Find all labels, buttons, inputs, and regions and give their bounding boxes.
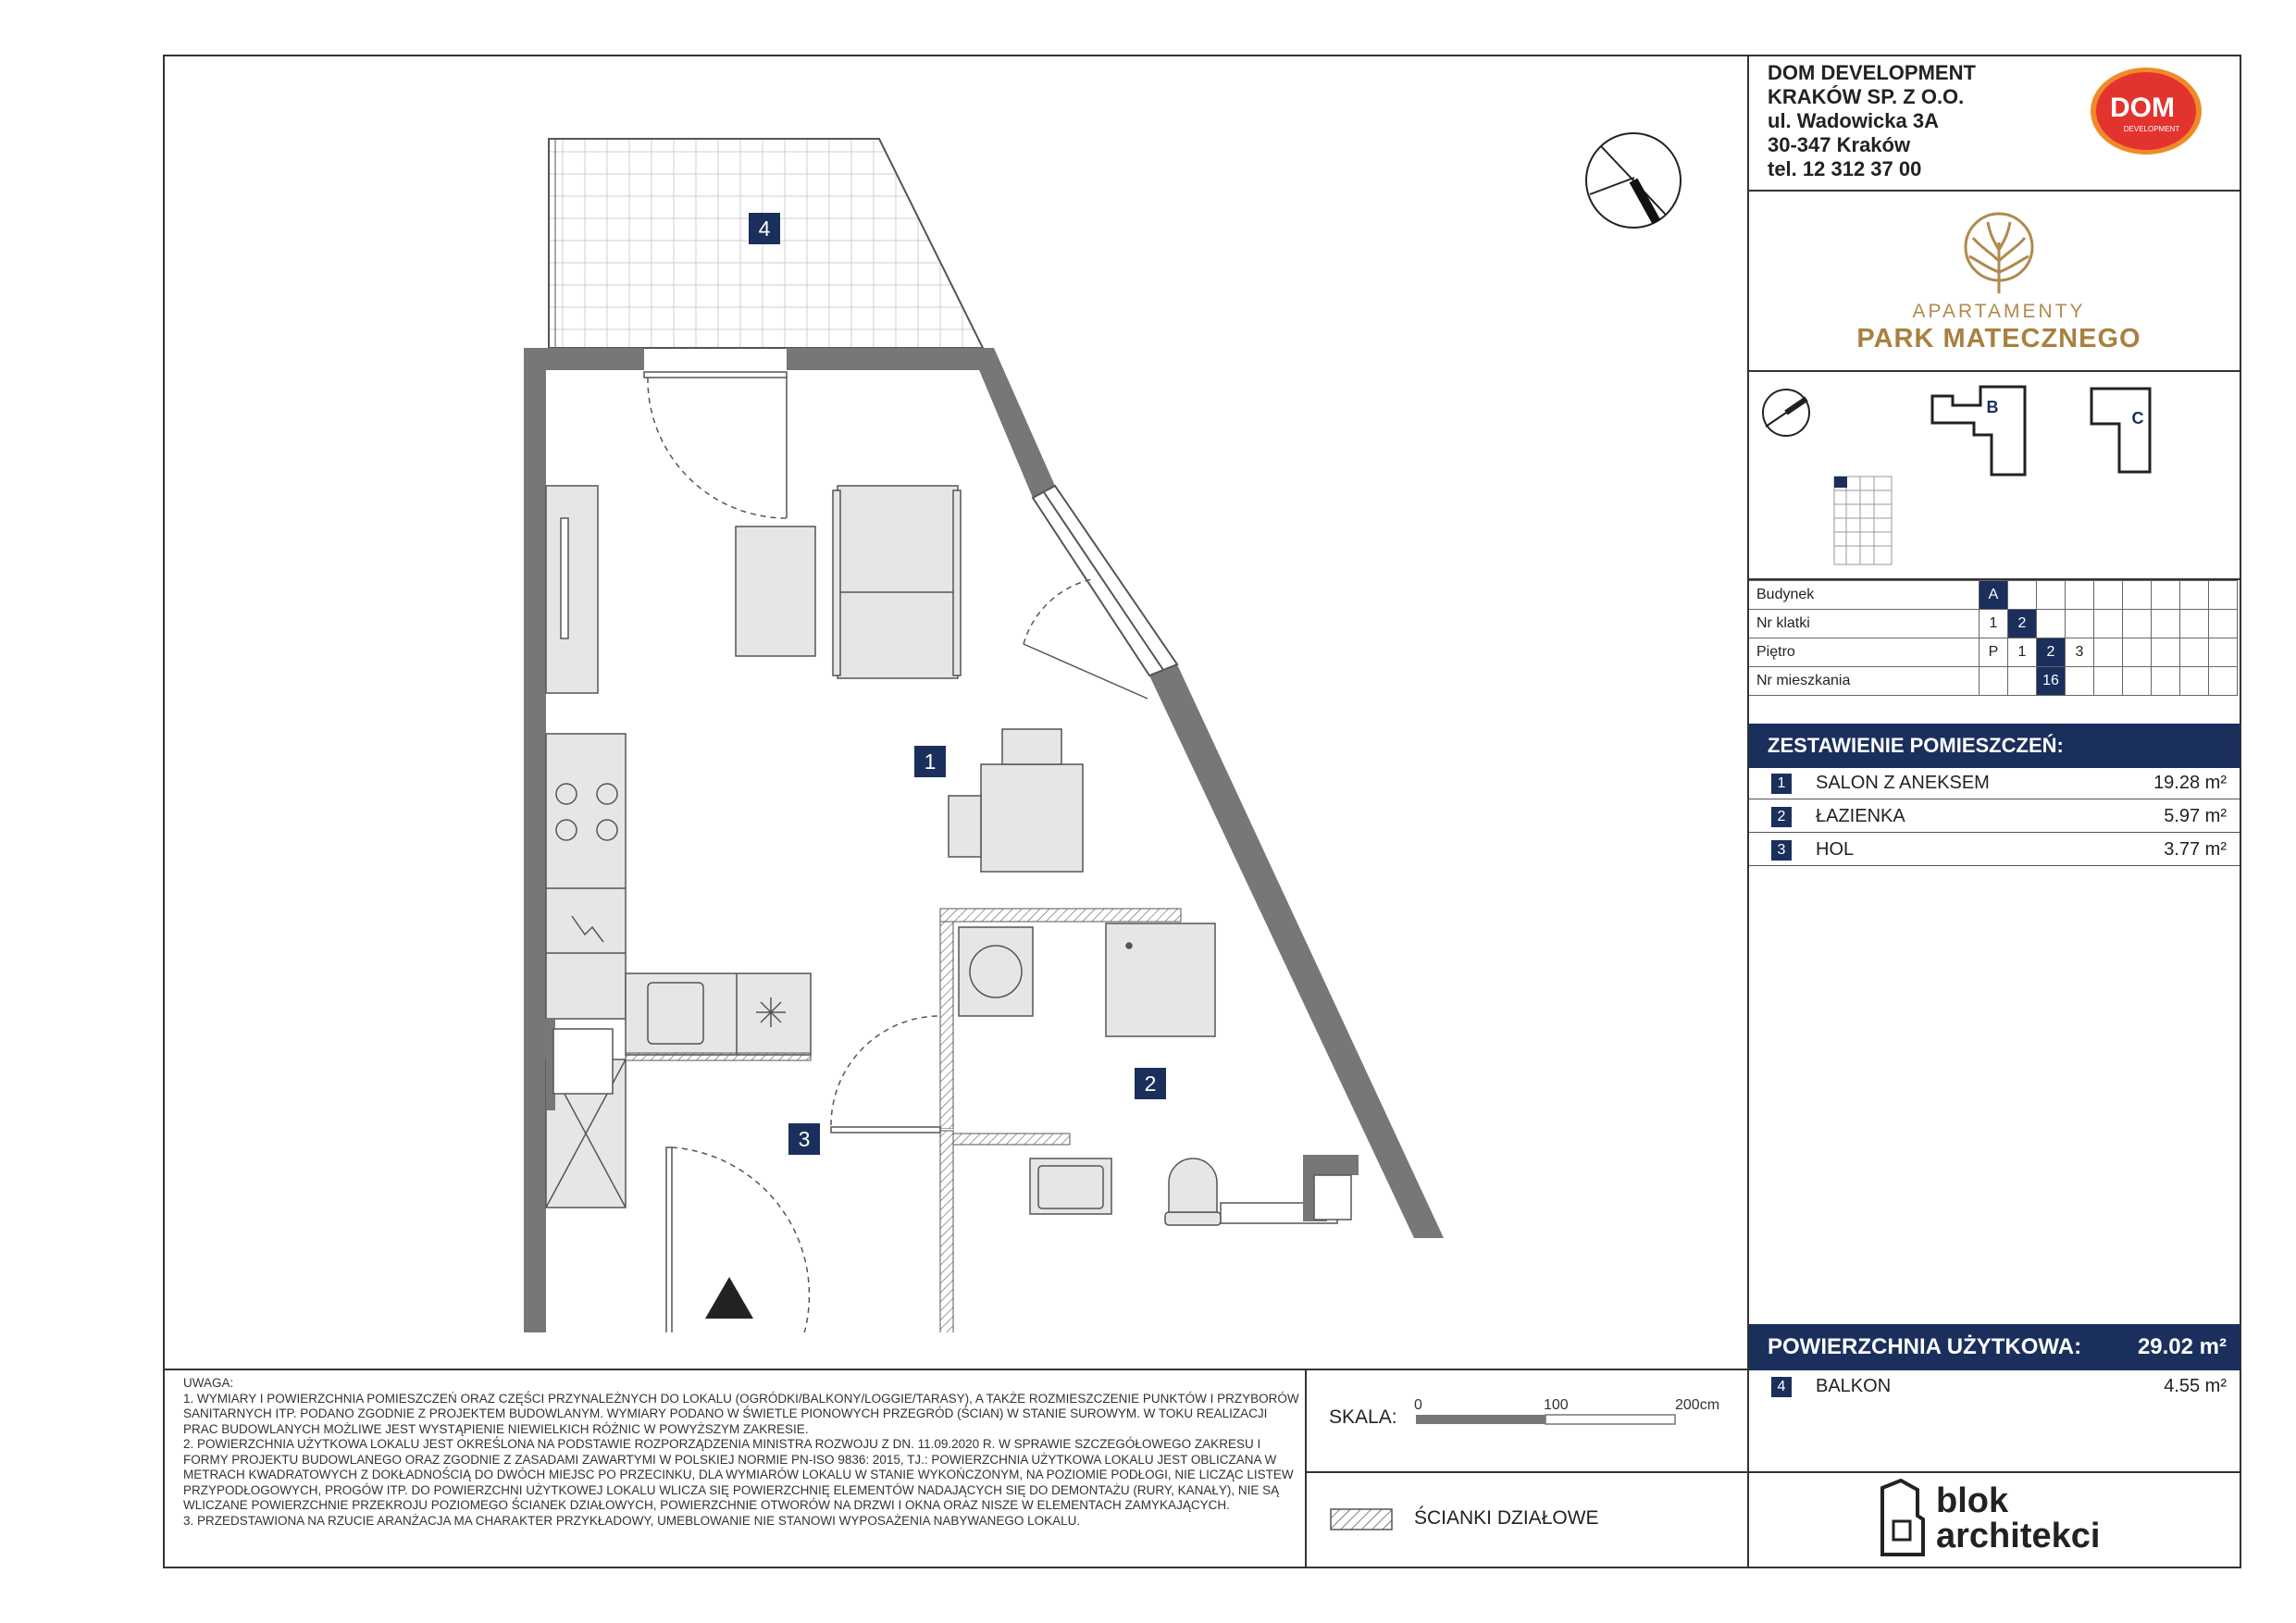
entrance-arrow-icon bbox=[705, 1277, 753, 1319]
scale-tick-100: 100 bbox=[1544, 1397, 1569, 1413]
cell-budynek-a: A bbox=[1980, 581, 2008, 610]
room-name: ŁAZIENKA bbox=[1816, 806, 1905, 826]
logo-subtext: DEVELOPMENT bbox=[2123, 125, 2180, 133]
divider-company bbox=[1747, 190, 2241, 192]
cell-pietro-2: 2 bbox=[2037, 638, 2066, 667]
balcony-name: BALKON bbox=[1816, 1376, 1892, 1396]
room-area: 3.77 m² bbox=[2164, 839, 2227, 860]
room-area: 19.28 m² bbox=[2153, 773, 2227, 793]
room-row bbox=[1749, 833, 2240, 866]
balcony-row bbox=[1749, 1369, 2240, 1403]
usable-area-label: POWIERZCHNIA UŻYTKOWA: bbox=[1768, 1334, 2082, 1359]
floor-thumbnail bbox=[1834, 477, 1892, 564]
cell-klatka-2: 2 bbox=[2008, 610, 2037, 638]
balcony-number: 4 bbox=[1771, 1377, 1792, 1397]
company-phone: tel. 12 312 37 00 bbox=[1768, 157, 1922, 180]
label-mieszkanie: Nr mieszkania bbox=[1749, 667, 1980, 696]
row-budynek bbox=[1749, 581, 2238, 610]
blok-architekci-logo-icon bbox=[1877, 1479, 1929, 1558]
plan-label-room-1: 1 bbox=[914, 746, 946, 777]
cell-pietro-1: 1 bbox=[2008, 638, 2037, 667]
north-compass-icon bbox=[1582, 130, 1684, 231]
cell-pietro-p: P bbox=[1980, 638, 2008, 667]
divider-scale-legend bbox=[1305, 1471, 2241, 1473]
kitchen-units bbox=[546, 734, 811, 1208]
room-area: 5.97 m² bbox=[2164, 806, 2227, 826]
architect-line2: architekci bbox=[1936, 1517, 2101, 1555]
scale-bar bbox=[1411, 1393, 1726, 1439]
architect-line1: blok bbox=[1936, 1481, 2009, 1520]
cell-klatka-1: 1 bbox=[1980, 610, 2008, 638]
label-budynek: Budynek bbox=[1749, 581, 1980, 610]
room-row bbox=[1749, 766, 2240, 799]
room-number: 3 bbox=[1771, 840, 1792, 861]
note-3: 3. PRZEDSTAWIONA NA RZUCIE ARANŻACJA MA CHARAKTER PRZYKŁADOWY, UMEBLOWANIE NIE STANOWI WYPOSAŻENIA NABYWANEGO LOKALU. bbox=[183, 1513, 1081, 1528]
company-city: 30-347 Kraków bbox=[1768, 133, 1911, 156]
project-line1: APARTAMENTY bbox=[1912, 301, 2086, 322]
balcony-area: 4.55 m² bbox=[2164, 1376, 2227, 1396]
apartment-info-table bbox=[1749, 580, 2238, 696]
row-klatka bbox=[1749, 610, 2238, 638]
label-pietro: Piętro bbox=[1749, 638, 1980, 667]
logo-text: DOM bbox=[2110, 93, 2175, 123]
tree-emblem-icon bbox=[1953, 205, 2045, 298]
label-klatka: Nr klatki bbox=[1749, 610, 1980, 638]
dom-development-logo bbox=[2087, 65, 2207, 157]
partition-legend-swatch bbox=[1330, 1508, 1395, 1532]
company-legal: KRAKÓW SP. Z O.O. bbox=[1768, 85, 1965, 108]
cell-pietro-3: 3 bbox=[2066, 638, 2094, 667]
building-keyplan bbox=[1832, 379, 2166, 574]
room-name: SALON Z ANEKSEM bbox=[1816, 773, 1990, 793]
floor-plan bbox=[518, 130, 1462, 1332]
living-furniture bbox=[546, 486, 1083, 872]
divider-notes-scale bbox=[1305, 1369, 1307, 1568]
company-name: DOM DEVELOPMENT bbox=[1768, 61, 1976, 84]
keyplan-label-b: B bbox=[1986, 398, 1999, 416]
notes bbox=[183, 1376, 1303, 1529]
project-name: PARK MATECZNEGO bbox=[1856, 324, 2141, 353]
notes-title: UWAGA: bbox=[183, 1376, 234, 1390]
room-number: 2 bbox=[1771, 807, 1792, 827]
row-mieszkanie bbox=[1749, 667, 2238, 696]
company-info bbox=[1768, 61, 1976, 181]
divider-bottom-strip bbox=[163, 1369, 1749, 1370]
usable-area-bar bbox=[1749, 1324, 2240, 1370]
architect-name bbox=[1936, 1483, 2100, 1554]
company-street: ul. Wadowicka 3A bbox=[1768, 109, 1940, 132]
scale-tick-0: 0 bbox=[1414, 1397, 1422, 1413]
room-row bbox=[1749, 799, 2240, 833]
rooms-header: ZESTAWIENIE POMIESZCZEŃ: bbox=[1749, 724, 2240, 768]
row-pietro bbox=[1749, 638, 2238, 667]
plan-label-room-2: 2 bbox=[1135, 1068, 1166, 1099]
divider-project bbox=[1747, 370, 2241, 372]
note-2: 2. POWIERZCHNIA UŻYTKOWA LOKALU JEST OKREŚLONA NA PODSTAWIE ROZPORZĄDZENIA MINISTRA ROZWOJU Z DN. 11.09.2020 R. W SPRAWIE SZCZEGÓŁOWEGO ZAKRESU I FORMY PROJEKTU BUDOWLANEGO ORAZ ZGODNIE Z ZASADAMI ZAWARTYMI W POLSKIEJ NORMIE PN-ISO 9836: 2015, TJ.: POWIERZCHNIA UŻYTKOWA LOKALU JEST OBLICZANA W METRACH KWADRATOWYCH Z DOKŁADNOŚCIĄ DO DWÓCH MIEJSC PO PRZECINKU, DLA WYMIARÓW LOKALU W STANIE WYKOŃCZONYM, NA POZIOMIE PODŁOGI, NIE LICZĄC LISTEW PRZYPODŁOGOWYCH, PROGÓW ITP. DO POWIERZCHNI UŻYTKOWEJ LOKALU WLICZA SIĘ POWIERZCHNIĘ ELEMENTÓW NADAJĄCYCH SIĘ DO DEMONTAŻU (RURY, KANAŁY), NIE SĄ WLICZANE POWIERZCHNIE PRZEKROJU POZIOMEGO ŚCIANEK DZIAŁOWYCH, POWIERZCHNIE OTWORÓW NA DRZWI I OKNA ORAZ NISZE W ELEMENTACH ZAMYKAJĄCYCH. bbox=[183, 1437, 1294, 1512]
scale-label: SKALA: bbox=[1329, 1406, 1397, 1428]
plan-label-room-3: 3 bbox=[788, 1123, 820, 1155]
keyplan-compass-icon bbox=[1758, 385, 1814, 440]
room-name: HOL bbox=[1816, 839, 1855, 860]
room-number: 1 bbox=[1771, 774, 1792, 794]
plan-label-balcony: 4 bbox=[749, 213, 780, 244]
partition-legend-label: ŚCIANKI DZIAŁOWE bbox=[1414, 1507, 1599, 1529]
apartment-marker bbox=[1834, 477, 1847, 488]
scale-tick-200: 200cm bbox=[1675, 1397, 1720, 1413]
usable-area-value: 29.02 m² bbox=[2137, 1334, 2227, 1359]
note-1: 1. WYMIARY I POWIERZCHNIA POMIESZCZEŃ ORAZ CZĘŚCI PRZYNALEŻNYCH DO LOKALU (OGRÓDKI/BALKONY/LOGGIE/TARASY), A TAKŻE ROZMIESZCZENIE PUNKTÓW I PRZYBORÓW SANITARNYCH ITP. PODANO ZGODNIE Z PROJEKTEM BUDOWLANYM. WYMIARY PODANO W ŚWIETLE PIONOWYCH PRZEGRÓD (ŚCIAN) W STANIE SUROWYM. W TOKU REALIZACJI PRAC BUDOWLANYCH MOŻLIWE JEST WYSTĄPIENIE NIEWIELKICH RÓŻNIC W POWYŻSZYM ZAKRESIE. bbox=[183, 1391, 1299, 1436]
cell-mieszkanie-16: 16 bbox=[2037, 667, 2066, 696]
keyplan-label-c: C bbox=[2131, 409, 2144, 427]
